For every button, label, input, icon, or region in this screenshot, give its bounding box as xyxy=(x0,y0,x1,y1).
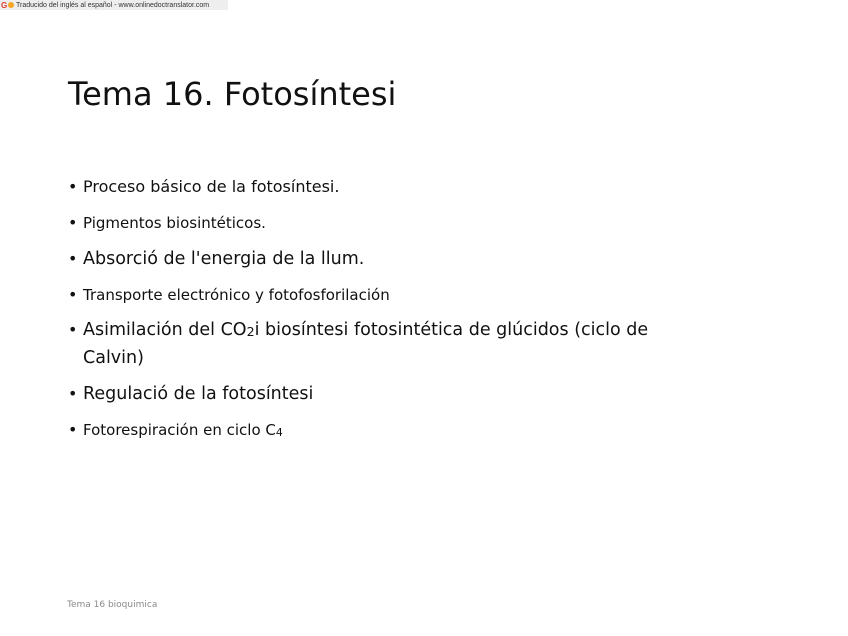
bullet-icon: • xyxy=(68,177,78,196)
list-item-text: Asimilación del CO xyxy=(83,320,247,340)
translator-logo-icon: G xyxy=(1,1,15,10)
list-item-label: Regulació de la fotosíntesi xyxy=(83,384,314,404)
subscript: 4 xyxy=(275,425,283,439)
list-item xyxy=(67,174,707,200)
list-item-text: i biosíntesi fotosintética de glúcidos (ciclo de Calvin) xyxy=(83,320,649,368)
slide-footer: Tema 16 bioquimica xyxy=(67,600,158,610)
bullet-icon: • xyxy=(68,249,78,268)
list-item-label: Pigmentos biosintéticos. xyxy=(83,214,266,232)
list-item-label: Absorció de l'energia de la llum. xyxy=(83,249,365,269)
translator-banner[interactable] xyxy=(0,0,228,10)
list-item xyxy=(67,317,707,371)
list-item xyxy=(67,246,707,272)
bullet-icon: • xyxy=(68,213,78,232)
translator-banner-text: Traducido del inglés al español - www.onlinedoctranslator.com xyxy=(16,1,210,9)
bullet-icon: • xyxy=(68,384,78,403)
list-item-label xyxy=(83,421,283,439)
topic-list xyxy=(67,174,707,446)
list-item xyxy=(67,210,707,236)
list-item-label: Proceso básico de la fotosíntesi. xyxy=(83,177,340,196)
list-item-text: Fotorespiración en ciclo C xyxy=(83,421,276,439)
subscript: 2 xyxy=(246,324,255,339)
slide-title: Tema 16. Fotosíntesi xyxy=(68,75,397,113)
bullet-icon: • xyxy=(68,285,78,304)
bullet-icon: • xyxy=(68,420,78,439)
list-item-label xyxy=(83,320,648,368)
list-item xyxy=(67,282,707,308)
list-item xyxy=(67,417,707,446)
list-item xyxy=(67,381,707,407)
bullet-icon: • xyxy=(68,320,78,339)
list-item-label: Transporte electrónico y fotofosforilación xyxy=(83,286,390,304)
